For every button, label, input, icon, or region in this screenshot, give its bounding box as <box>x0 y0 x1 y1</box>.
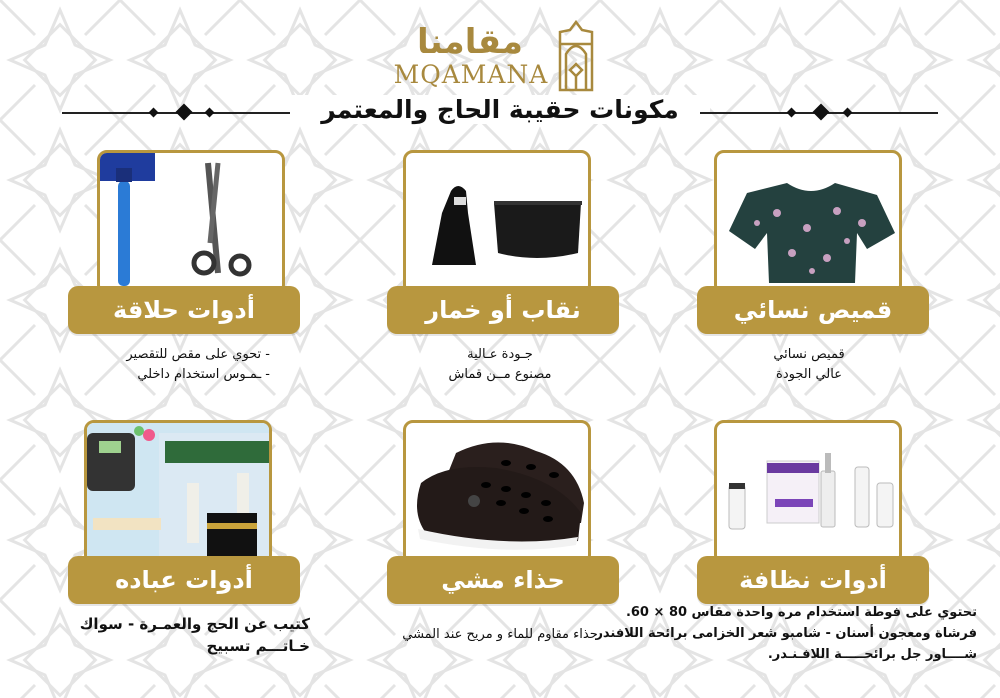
description-line: عالي الجودة <box>776 367 842 382</box>
brand-name-english: MQAMANA <box>393 60 549 89</box>
item-description-hygiene-kit <box>595 602 977 665</box>
item-description-niqab <box>390 345 610 385</box>
item-description-shaving-tools <box>100 345 270 385</box>
divider-diamond-icon <box>149 108 159 118</box>
item-label-niqab: نقاب أو خمار <box>387 286 619 334</box>
hygiene-kit-icon <box>717 423 902 565</box>
description-line: قميص نسائي <box>773 347 845 362</box>
item-label-hygiene-kit: أدوات نظافة <box>697 556 929 604</box>
item-description-walking-shoes <box>370 625 630 645</box>
card-worship-tools <box>84 420 272 565</box>
item-label-womens-shirt: قميص نسائي <box>697 286 929 334</box>
description-line: مصنوع مــن قماش <box>448 367 552 382</box>
walking-shoes-icon <box>406 423 591 565</box>
divider-diamond-icon <box>843 108 853 118</box>
description-line: شــــاور جل برائحـــــة اللافـنـدر. <box>767 647 977 662</box>
womens-shirt-icon <box>717 153 902 295</box>
mosque-lantern-logo-icon <box>548 20 604 94</box>
worship-tools-icon <box>87 423 272 565</box>
card-womens-shirt <box>714 150 902 295</box>
item-label-worship-tools: أدوات عباده <box>68 556 300 604</box>
divider-diamond-icon <box>813 104 830 121</box>
title-row <box>0 95 1000 129</box>
description-line: تحتوي على فوطة استخدام مره واحدة مقاس 80 × 60. <box>625 605 977 620</box>
card-niqab <box>403 150 591 295</box>
description-line: - تحوي على مقص للتقصير <box>126 347 270 362</box>
divider-diamond-icon <box>176 104 193 121</box>
brand-name-arabic: مقامنا <box>417 22 523 62</box>
card-walking-shoes <box>403 420 591 565</box>
description-line: - ـمـوس استخدام داخلي <box>137 367 270 382</box>
description-line: كتيب عن الحج والعمـرة - سواك <box>79 615 310 633</box>
divider-diamond-icon <box>787 108 797 118</box>
razor-scissors-icon <box>100 153 285 295</box>
item-description-womens-shirt <box>720 345 898 385</box>
item-label-shaving-tools: أدوات حلاقة <box>68 286 300 334</box>
card-shaving-tools <box>97 150 285 295</box>
item-description-worship-tools <box>30 613 310 657</box>
card-hygiene-kit <box>714 420 902 565</box>
brand-header <box>0 10 1000 90</box>
description-line: جـودة عـالية <box>467 347 533 362</box>
description-line: خـاتـــم تسبيح <box>206 637 310 655</box>
description-line: فرشاة ومعجون أسنان - شامبو شعر الخزامى برائحة اللافندر <box>595 626 977 641</box>
page-title: مكونات حقيبة الحاج والمعتمر <box>290 95 710 124</box>
description-line: حذاء مقاوم للماء و مريح عند المشي <box>402 627 598 642</box>
niqab-khimar-icon <box>406 153 591 295</box>
divider-diamond-icon <box>205 108 215 118</box>
item-label-walking-shoes: حذاء مشي <box>387 556 619 604</box>
